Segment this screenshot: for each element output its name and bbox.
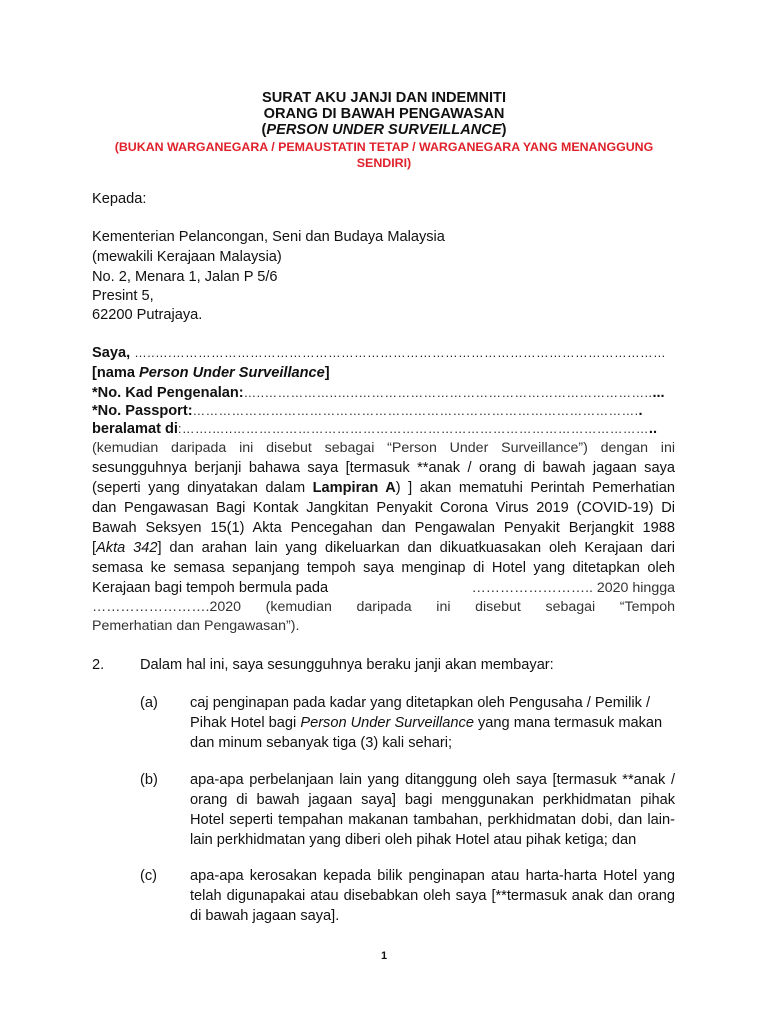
address-line-5: 62200 Putrajaya. [92, 307, 203, 323]
item-b-line-4: lain perkhidmatan yang diberi oleh pihak Hotel atau pihak ketiga; dan [190, 832, 637, 848]
address-field-row [92, 420, 657, 438]
item-b-line-1: apa-apa perbelanjaan lain yang ditanggung oleh saya [termasuk **anak / [190, 772, 675, 788]
para1-line-2: sesungguhnya berjanji bahawa saya [termasuk **anak / orang di bawah jagaan saya [92, 460, 675, 476]
item-a-label: (a) [140, 695, 158, 711]
name-hint-close: ] [324, 365, 330, 381]
item-a-italic: Person Under Surveillance [300, 715, 474, 731]
name-hint-open: [nama [92, 365, 140, 381]
address-line-1: Kementerian Pelancongan, Seni dan Budaya Malaysia [92, 229, 445, 245]
title-line-1: SURAT AKU JANJI DAN INDEMNITI [261, 90, 507, 106]
name-field-row [92, 344, 666, 362]
name-blank: …..….…………………………………………………………………………………………………… [134, 346, 667, 360]
lampiran-ref: Lampiran A [312, 480, 396, 496]
passport-row [92, 402, 643, 420]
title-line-2: ORANG DI BAWAH PENGAWASAN [263, 106, 505, 122]
address-line-4: Presint 5, [92, 288, 154, 304]
passport-tail: . [638, 403, 643, 419]
section2-intro: Dalam hal ini, saya sesungguhnya beraku janji akan membayar: [140, 657, 554, 673]
para1-line-1: (kemudian daripada ini disebut sebagai “Person Under Surveillance”) dengan ini [92, 440, 675, 456]
title-line-3 [0, 121, 768, 139]
addressee-label: Kepada: [92, 191, 147, 207]
subtitle-line-2: SENDIRI) [356, 156, 412, 170]
para1-line-9: …………………….2020 (kemudian daripada ini disebut sebagai “Tempoh [92, 599, 675, 615]
para1-line-3a: (seperti yang dinyatakan dalam [92, 480, 313, 496]
item-b-label: (b) [140, 772, 158, 788]
passport-label: *No. Passport: [92, 403, 193, 419]
title-paren-close: ) [501, 122, 507, 138]
subtitle-line-1: (BUKAN WARGANEGARA / PEMAUSTATIN TETAP / WARGANEGARA YANG MENANGGUNG [114, 140, 654, 154]
para1-line-10: Pemerhatian dan Pengawasan”). [92, 618, 300, 634]
passport-blank: …………………………………………………………………………………………. [192, 404, 639, 418]
para1-line-8a: Kerajaan bagi tempoh bermula pada [92, 580, 329, 596]
item-b-line-2: orang di bawah jagaan saya] bagi menggunakan perkhidmatan pihak [190, 792, 675, 808]
name-hint-italic: Person Under Surveillance [139, 365, 325, 381]
para1-line-6 [92, 539, 675, 557]
item-a-line-1: caj penginapan pada kadar yang ditetapkan oleh Pengusaha / Pemilik / [190, 695, 651, 711]
para1-line-6a: [ [92, 540, 97, 556]
address-line-2: (mewakili Kerajaan Malaysia) [92, 249, 282, 265]
act-ref: Akta 342 [96, 540, 158, 556]
name-hint [92, 364, 330, 382]
ic-number-label: *No. Kad Pengenalan: [92, 385, 244, 401]
item-c-label: (c) [140, 868, 158, 884]
page-number: 1 [380, 950, 388, 962]
address-field-blank: :…….…..…………………………………………………………………………………… [177, 422, 649, 436]
address-line-3: No. 2, Menara 1, Jalan P 5/6 [92, 269, 278, 285]
item-a-line-2 [190, 714, 662, 732]
para1-line-4: dan Pengawasan Bagi Kontak Jangkitan Penyakit Corona Virus 2019 (COVID-19) Di [92, 500, 675, 516]
item-c-line-2: telah digunapakai atau disebabkan oleh saya [**termasuk anak dan orang [190, 888, 675, 904]
para1-line-7: semasa ke semasa sepanjang tempoh saya menginap di Hotel yang ditetapkan oleh [92, 560, 675, 576]
ic-number-row [92, 384, 665, 402]
title-italic: PERSON UNDER SURVEILLANCE [266, 122, 502, 138]
address-field-tail: .. [648, 421, 657, 437]
item-c-line-3: di bawah jagaan saya]. [190, 908, 340, 924]
saya-label: Saya, [92, 345, 131, 361]
item-a-line-3: dan minum sebanyak tiga (3) kali sehari; [190, 735, 453, 751]
item-a-line-2a: Pihak Hotel bagi [190, 715, 301, 731]
section2-number: 2. [92, 657, 105, 673]
ic-number-tail: ... [652, 385, 665, 401]
para1-line-3c: ) ] akan mematuhi Perintah Pemerhatian [395, 480, 675, 496]
title-paren-open: ( [261, 122, 267, 138]
para1-line-3 [92, 479, 675, 497]
address-field-label: beralamat di [92, 421, 178, 437]
para1-line-6c: ] dan arahan lain yang dikeluarkan dan dikuatkuasakan oleh Kerajaan dari [157, 540, 676, 556]
item-a-line-2c: yang mana termasuk makan [473, 715, 663, 731]
ic-number-blank: …..……………..…..………………………………………………………….. [243, 386, 653, 400]
item-c-line-1: apa-apa kerosakan kepada bilik penginapan atau harta-harta Hotel yang [190, 868, 675, 884]
para1-line-8b: …………………….. 2020 hingga [471, 580, 675, 596]
para1-line-5: Bawah Seksyen 15(1) Akta Pencegahan dan Pengawalan Penyakit Berjangkit 1988 [92, 520, 675, 536]
item-b-line-3: Hotel seperti tempahan makanan tambahan, perkhidmatan dobi, dan lain- [190, 812, 675, 828]
